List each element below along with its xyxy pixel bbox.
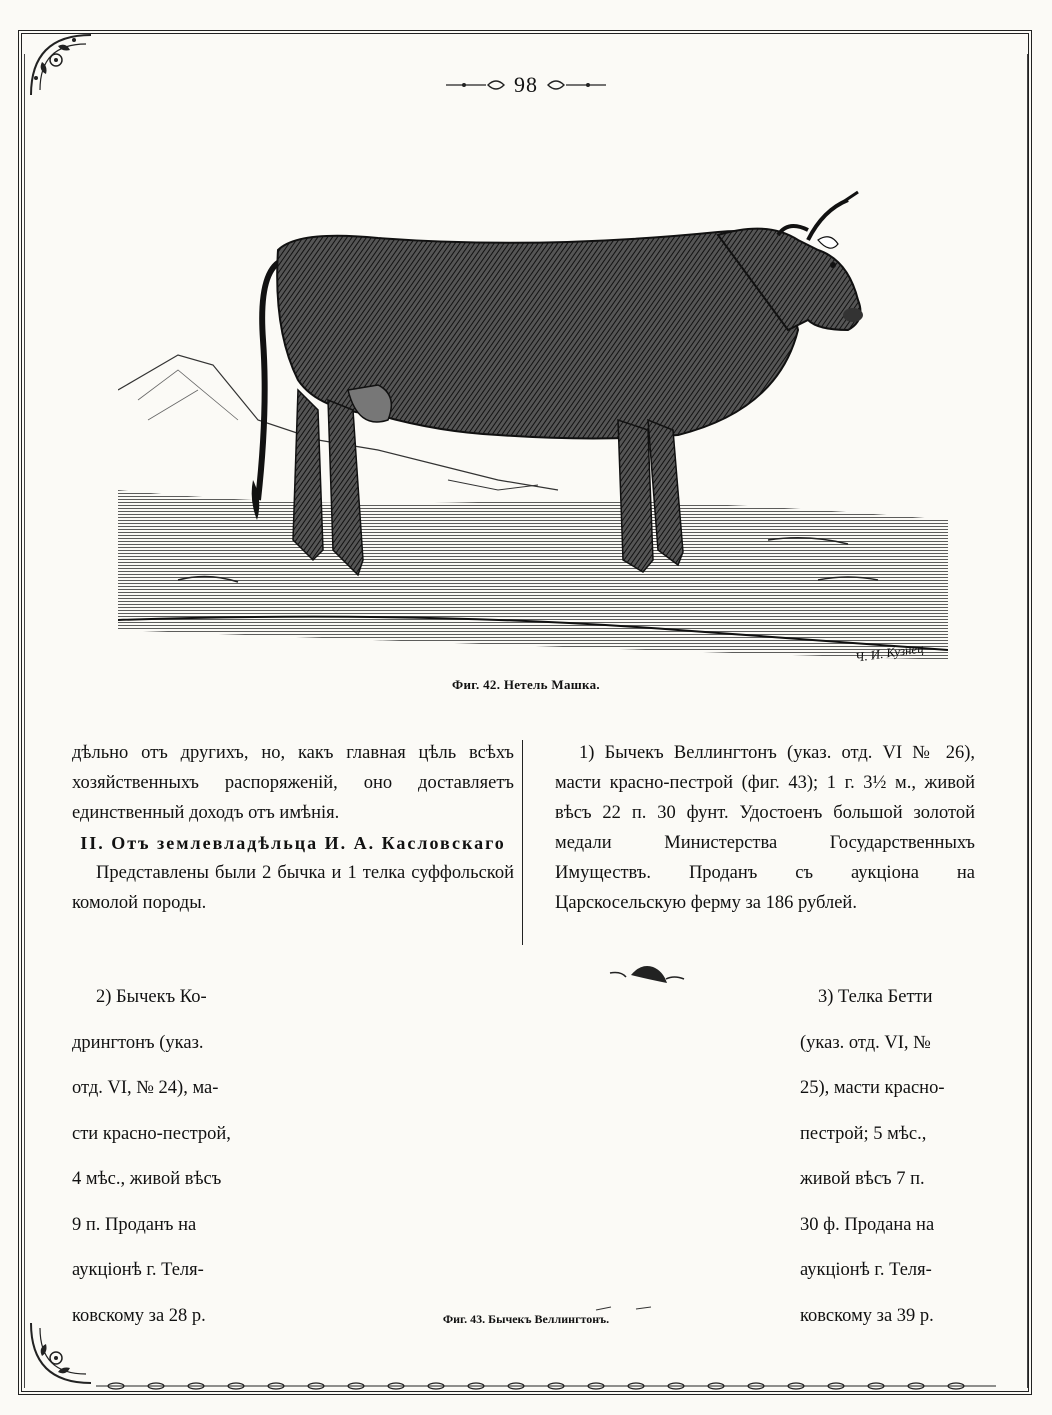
text-line: пестрой; 5 мѣс., bbox=[800, 1123, 927, 1144]
text-line: 2) Бычекъ Ко- bbox=[96, 987, 207, 1007]
text-line: 9 п. Проданъ на bbox=[72, 1214, 197, 1235]
bottom-left-text bbox=[72, 975, 250, 1339]
text-line: 3) Телка Бетти bbox=[818, 987, 933, 1007]
left-column bbox=[72, 738, 514, 918]
text-line: отд. VI, № 24), ма- bbox=[72, 1078, 219, 1098]
left-paragraph-1: дѣльно отъ другихъ, но, какъ главная цѣль всѣхъ хозяйственныхъ распоряженій, оно доставляетъ единственный доходъ отъ имѣнія. bbox=[72, 743, 514, 823]
left-paragraph-2: Представлены были 2 бычка и 1 телка суффольской комолой породы. bbox=[72, 863, 514, 913]
text-line: аукціонѣ г. Теля- bbox=[800, 1260, 932, 1280]
page-header bbox=[436, 70, 616, 100]
text-line: ковскому за 39 р. bbox=[800, 1305, 934, 1326]
text-line: сти красно-пестрой, bbox=[72, 1123, 231, 1144]
text-line: (указ. отд. VI, № bbox=[800, 1032, 931, 1053]
figure-43-caption: Фиг. 43. Бычекъ Веллингтонъ. bbox=[442, 1312, 610, 1326]
engraver-signature: Ч. И. Кузнец bbox=[854, 640, 925, 665]
figure-42-caption: Фиг. 42. Нетель Машка. bbox=[452, 677, 600, 692]
text-line: живой вѣсъ 7 п. bbox=[800, 1169, 925, 1189]
column-divider bbox=[522, 740, 523, 945]
right-paragraph-1: 1) Бычекъ Веллингтонъ (указ. отд. VI № 26), масти красно-пестрой (фиг. 43); 1 г. 3½ м., живой вѣсъ 22 п. 30 фунт. Удостоенъ большой золотой медали Министерства Государственныхъ Имуществъ. Проданъ съ аукціона на Царскосельскую ферму за 186 рублей. bbox=[555, 743, 975, 913]
figure-bull-calf-area bbox=[266, 955, 786, 1315]
section-heading: II. Отъ землевладѣльца И. А. Касловскаго bbox=[80, 833, 506, 853]
header-ornament-left bbox=[446, 77, 508, 93]
bottom-chain-ornament bbox=[96, 1381, 996, 1391]
page-number: 98 bbox=[514, 72, 538, 97]
text-line: ковскому за 28 р. bbox=[72, 1305, 206, 1326]
text-line: дрингтонъ (указ. bbox=[72, 1032, 204, 1053]
corner-ornament-top-left bbox=[26, 30, 96, 100]
text-line: 25), масти красно- bbox=[800, 1078, 945, 1098]
figure-heifer-engraving bbox=[118, 180, 948, 670]
header-ornament-right bbox=[544, 77, 606, 93]
bottom-right-text bbox=[800, 975, 976, 1339]
text-line: 30 ф. Продана на bbox=[800, 1214, 935, 1235]
right-column bbox=[555, 738, 975, 918]
text-line: 4 мѣс., живой вѣсъ bbox=[72, 1169, 222, 1189]
text-line: аукціонѣ г. Теля- bbox=[72, 1260, 204, 1280]
